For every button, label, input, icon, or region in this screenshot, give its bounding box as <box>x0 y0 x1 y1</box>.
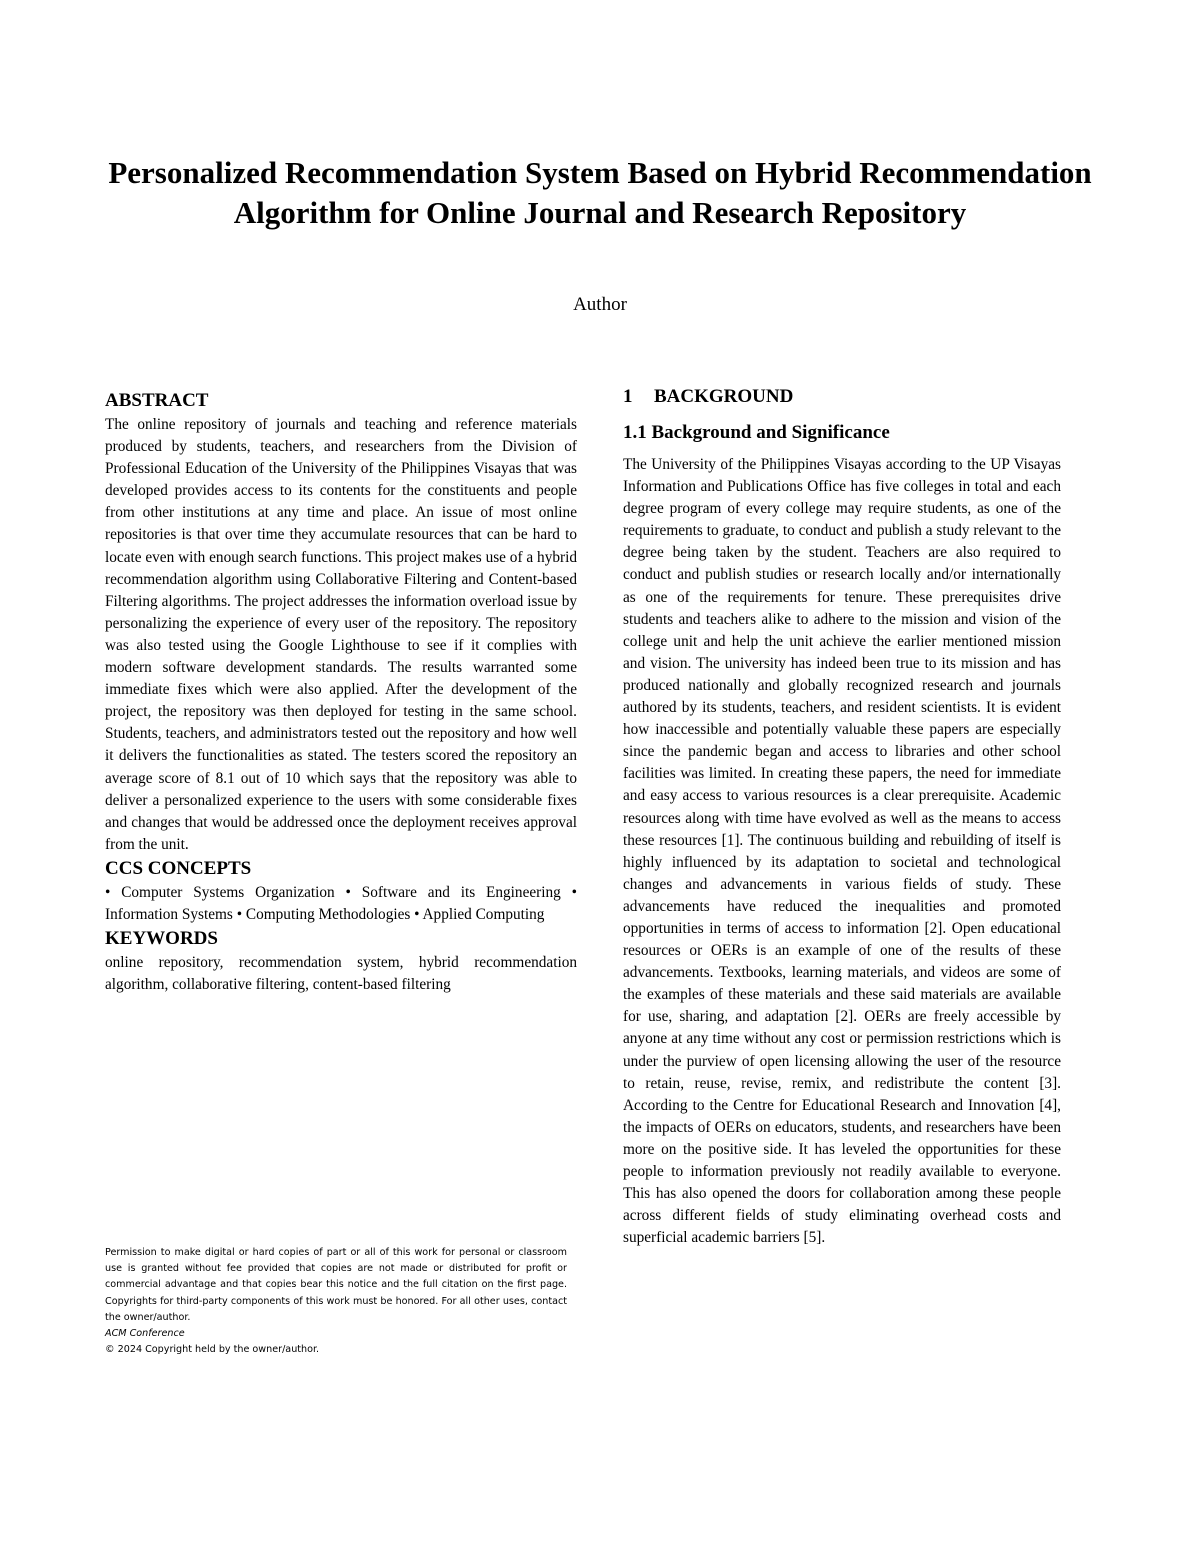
copyright-footnote <box>105 1245 567 1358</box>
background-heading <box>623 384 1061 410</box>
keywords-text: online repository, recommendation system, hybrid recommendation algorithm, collaborative filtering, content-based filtering <box>105 954 577 994</box>
section-title: BACKGROUND <box>654 386 794 407</box>
permission-notice: Permission to make digital or hard copies of part or all of this work for personal or classroom use is granted without fee provided that copies are not made or distributed for profit or commercial advantage and that copies bear this notice and the full citation on the first page. Copyrights for third-party components of this work must be honored. For all other uses, contact the owner/author. <box>105 1247 567 1323</box>
copyright-line: © 2024 Copyright held by the owner/author. <box>105 1344 320 1356</box>
background-text: The University of the Philippines Visayas according to the UP Visayas Information and Publications Office has five colleges in total and each degree program of every college may require students, as one of the requirements to graduate, to conduct and publish a study relevant to the degree being taken by the student. Teachers are also required to conduct and publish studies or research locally and/or internationally as one of the requirements for tenure. These prerequisites drive students and teachers alike to adhere to the mission and vision of the college unit and help the unit achieve the earlier mentioned mission and vision. The university has indeed been true to its mission and has produced nationally and globally recognized research and journals authored by its students, teachers, and resident scientists. It is evident how inaccessible and potentially valuable these papers are especially since the pandemic began and access to libraries and other school facilities was limited. In creating these papers, the need for immediate and easy access to various resources is a clear prerequisite. Academic resources along with time have evolved as well as the means to access these resources [1]. The continuous building and rebuilding of itself is highly influenced by its adaptation to societal and technological changes and advancements in various fields of study. These advancements have reduced the inequalities and promoted opportunities in terms of access to information [2]. Open educational resources or OERs is an example of one of the results of these advancements. Textbooks, learning materials, and videos are some of the examples of these materials and these said materials are available for use, sharing, and adaptation [2]. OERs are freely accessible by anyone at any time without any cost or permission restrictions which is under the purview of open licensing allowing the user of the resource to retain, reuse, revise, remix, and redistribute the content [3]. According to the Centre for Educational Research and Innovation [4], the impacts of OERs on educators, students, and researchers have been more on the positive side. It has leveled the opportunities for these people to information previously not readily available to everyone. This has also opened the doors for collaboration among these people across different fields of study eliminating overhead costs and superficial academic barriers [5]. <box>623 456 1061 1247</box>
keywords-heading: KEYWORDS <box>105 928 218 950</box>
subsection-heading: 1.1 Background and Significance <box>623 422 890 443</box>
ccs-concepts-heading: CCS CONCEPTS <box>105 857 252 879</box>
right-column <box>623 384 1061 1249</box>
author-line: Author <box>573 294 627 315</box>
section-number: 1 <box>623 386 633 407</box>
left-column <box>105 388 577 996</box>
abstract-heading: ABSTRACT <box>105 390 209 411</box>
abstract-text: The online repository of journals and teaching and reference materials produced by students, teachers, and researchers from the Division of Professional Education of the University of the Philippines Visayas that was developed provides access to its contents for the constituents and people from other institutions at any time and place. An issue of most online repositories is that over time they accumulate resources that can be hard to locate even with enough search functions. This project makes use of a hybrid recommendation algorithm using Collaborative Filtering and Content-based Filtering algorithms. The project addresses the information overload issue by personalizing the experience of every user of the repository. The repository was also tested using the Google Lighthouse to see if it complies with modern software development standards. The results warranted some immediate fixes which were also applied. After the development of the project, the repository was then deployed for testing in the same school. Students, teachers, and administrators tested out the repository and how well it delivers the functionalities as stated. The testers scored the repository an average score of 8.1 out of 10 which says that the repository was able to deliver a personalized experience to the users with some considerable fixes and changes that would be addressed once the deployment receives approval from the unit. <box>105 416 577 853</box>
conference-name: ACM Conference <box>105 1328 185 1340</box>
paper-title: Personalized Recommendation System Based on Hybrid Recommendation Algorithm for Online Journal and Research Repository <box>108 155 1092 230</box>
ccs-concepts-text: • Computer Systems Organization • Software and its Engineering • Information Systems • Computing Methodologies • Applied Computing <box>105 883 577 923</box>
